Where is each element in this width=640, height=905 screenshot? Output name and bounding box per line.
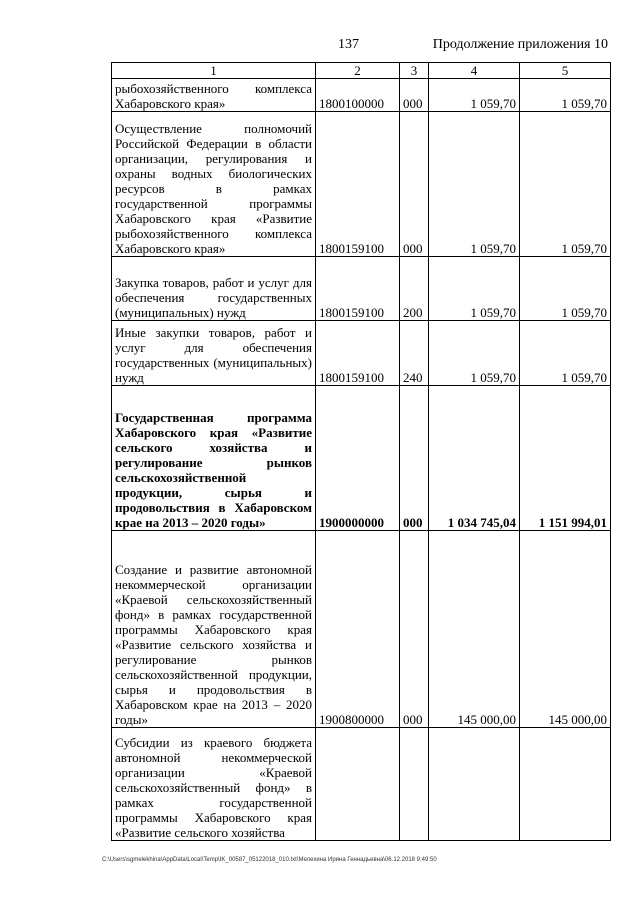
row-name-cell: Создание и развитие автономной некоммерческой организации «Краевой сельскохозяйственный фонд» в рамках государственной программы Хабаровского края «Развитие сельского хозяйства и регулирование рынков сельскохозяйственной продукции, сырья и продовольствия в Хабаровском крае на 2013 – 2020 годы» xyxy=(112,531,316,728)
row-type-cell: 200 xyxy=(400,257,429,321)
row-value2-cell: 1 059,70 xyxy=(520,321,611,386)
page-number: 137 xyxy=(338,37,359,52)
row-value1-cell: 1 059,70 xyxy=(429,257,520,321)
row-value1-cell: 145 000,00 xyxy=(429,531,520,728)
row-code-cell: 1800159100 xyxy=(316,112,400,257)
table-row xyxy=(112,728,611,841)
table-row xyxy=(112,79,611,112)
row-value1-cell: 1 059,70 xyxy=(429,79,520,112)
row-value2-cell: 1 059,70 xyxy=(520,79,611,112)
table-row xyxy=(112,386,611,531)
row-value1-cell xyxy=(429,728,520,841)
row-name-cell: Закупка товаров, работ и услуг для обеспечения государственных (муниципальных) нужд xyxy=(112,257,316,321)
column-header: 3 xyxy=(400,63,429,79)
column-header: 1 xyxy=(112,63,316,79)
row-code-cell: 1900000000 xyxy=(316,386,400,531)
column-header: 5 xyxy=(520,63,611,79)
row-value2-cell: 145 000,00 xyxy=(520,531,611,728)
table-row xyxy=(112,257,611,321)
row-name-cell: Субсидии из краевого бюджета автономной некоммерческой организации «Краевой сельскохозяйственный фонд» в рамках государственной программы Хабаровского края «Развитие сельского хозяйства xyxy=(112,728,316,841)
row-value1-cell: 1 034 745,04 xyxy=(429,386,520,531)
column-header: 4 xyxy=(429,63,520,79)
row-value1-cell: 1 059,70 xyxy=(429,321,520,386)
table-header-row xyxy=(112,63,611,79)
row-value2-cell: 1 059,70 xyxy=(520,257,611,321)
row-name-cell: рыбохозяйственного комплекса Хабаровского края» xyxy=(112,79,316,112)
table-row xyxy=(112,531,611,728)
row-value2-cell xyxy=(520,728,611,841)
row-value1-cell: 1 059,70 xyxy=(429,112,520,257)
column-header: 2 xyxy=(316,63,400,79)
row-type-cell: 000 xyxy=(400,112,429,257)
row-name-cell: Государственная программа Хабаровского края «Развитие сельского хозяйства и регулирование рынков сельскохозяйственной продукции, сырья и продовольствия в Хабаровском крае на 2013 – 2020 годы» xyxy=(112,386,316,531)
row-name-cell: Иные закупки товаров, работ и услуг для обеспечения государственных (муниципальных) нужд xyxy=(112,321,316,386)
table-row xyxy=(112,112,611,257)
row-type-cell xyxy=(400,728,429,841)
row-value2-cell: 1 151 994,01 xyxy=(520,386,611,531)
row-value2-cell: 1 059,70 xyxy=(520,112,611,257)
row-type-cell: 000 xyxy=(400,386,429,531)
row-type-cell: 000 xyxy=(400,531,429,728)
continuation-label: Продолжение приложения 10 xyxy=(432,37,608,52)
row-code-cell: 1800100000 xyxy=(316,79,400,112)
row-code-cell xyxy=(316,728,400,841)
row-code-cell: 1800159100 xyxy=(316,321,400,386)
row-code-cell: 1900800000 xyxy=(316,531,400,728)
budget-table xyxy=(111,62,611,841)
row-type-cell: 000 xyxy=(400,79,429,112)
row-type-cell: 240 xyxy=(400,321,429,386)
file-path-footer: C:\Users\sgmelekhina\AppData\Local\Temp\IK_00587_05122018_010.txt\Мелехина Ирина Геннадьевна\06.12.2018 9:49:50 xyxy=(102,857,437,863)
row-name-cell: Осуществление полномочий Российской Федерации в области организации, регулирования и охраны водных биологических ресурсов в рамках государственной программы Хабаровского края «Развитие рыбохозяйственного комплекса Хабаровского края» xyxy=(112,112,316,257)
table-row xyxy=(112,321,611,386)
row-code-cell: 1800159100 xyxy=(316,257,400,321)
